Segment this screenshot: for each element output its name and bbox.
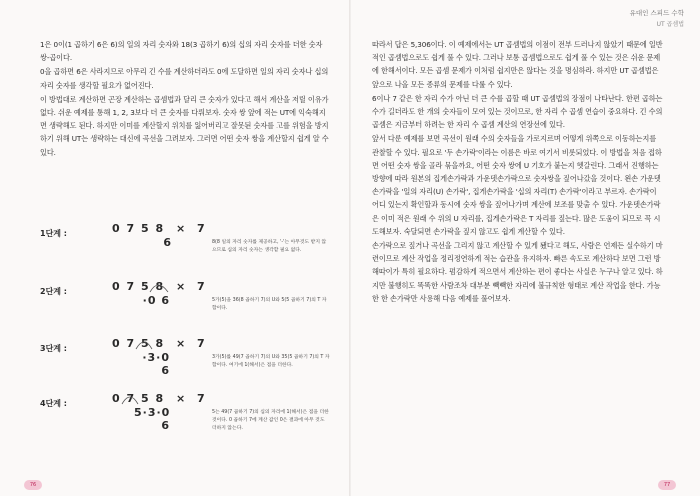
page-number-left: 76 [24,480,42,490]
book-title: 유대인 스피드 수학 [629,9,684,17]
partial-result: ·0 6 [142,294,170,307]
left-text-column [40,38,332,160]
step-note: 3가(5)를 49(7 곱하기 7)의 U와 35(5 곱하기 7)의 T 자 합이다. 여기에 1(해서)은 점을 더한다. [212,355,330,368]
partial-result: ·3·0 6 [142,351,170,377]
pairing-arc [40,280,190,294]
step-3 [40,337,340,391]
multiplier: × 7 [176,280,209,293]
partial-result: 5·3·0 6 [134,406,171,432]
paragraph: 0을 곱하면 6은 사라지므로 아무리 긴 수를 계산하더라도 0에 도달하면 일의 자리 숫자나 십의 자리 숫자를 생각할 필요가 없어진다. [40,67,329,90]
paragraph: 이 방법대로 계산하면 곤장 계산하는 곱셈법과 달리 큰 숫자가 있다고 해서 계산을 저릴 이유가 없다. 쉬운 예제를 통해 1, 2, 3보다 더 큰 숫자를 다뤄보자. 숫자 쌍 앞에 적는 UT에 익숙해지면 생략해도 된다. 하지만 이미를 계산할지 위치를 잃어버리고 잘못된 숫자를 고를 위험을 방지하기 위해 UT는 생략하는 대신에 곡선을 그려보자. 그러면 어떤 숫자 쌍을 계산할지 쉽게 알 수 있다. [40,94,329,157]
step-note: 8(8 일의 자리 숫자를 제공하고, '-'는 아무것도 받지 않으므로 십의 자리 숫자는 생각할 필요 없다. [212,240,327,253]
multiplier: × 7 [176,392,209,405]
page-number-right: 77 [658,480,676,490]
step-1 [40,222,340,276]
running-header [630,8,684,28]
step-label: 1단계 : [40,229,68,238]
right-text-column [372,38,664,306]
pairing-arc [40,392,190,406]
paragraph: 따라서 답은 5,306이다. 이 예제에서는 UT 곱셈법의 이점이 전부 드러나지 않았기 때문에 일반적인 곱셈법으로도 쉽게 풀 수 있다. 그러나 보통 곱셈법으로도 쉽게 풀 수 있는 것은 쉬운 문제에 한해서이다. 모든 곱셈 문제가 이처럼 쉽지만은 않다는 것을 명심하라. 하지만 UT 곱셈법은 앞으로 나올 모든 종류의 문제를 다룰 수 있다. [372,40,663,89]
step-note: 5는 49(7 곱하기 7)의 십의 자리에 1(해서)은 점을 더한 것이다. 0 곱하기 7에 계산 값인 0은 결과에 아무 것도 더하지 않는다. [212,410,329,431]
paragraph: 1은 0이(1 곱하기 6은 6)의 일의 자리 숫자와 18(3 곱하기 6)의 십의 자리 숫자를 더한 숫자 쌍-곱이다. [40,40,323,63]
multiplicand: 0 7 5 8 [112,280,165,293]
multiplier: × 7 [176,337,209,350]
partial-result: 6 [163,236,172,249]
section-title: UT 곱셈법 [656,21,684,28]
step-label: 3단계 : [40,344,68,353]
step-2 [40,280,340,334]
pairing-arc [40,337,190,351]
step-label: 2단계 : [40,287,68,296]
paragraph: 6이나 7 같은 한 자리 수가 아닌 더 큰 수를 곱할 때 UT 곱셈법의 장점이 나타난다. 한편 곱하는 수가 길더라도 한 개의 숫자들이 모여 있는 것이므로, 한 자리 수 곱셈 연습이 중요하다. 긴 수의 곱셈은 지금부터 하려는 한 자리 수 곱셈 계산의 연장선에 있다. [372,93,663,130]
step-4 [40,392,340,446]
step-note: 5가(5)을 36(8 곱하기 7)의 U와 5(5 곱하기 7)의 T 자 합이다. [212,298,327,311]
paragraph: 앞서 다룬 예제를 보면 곡선이 원래 수의 숫자들을 가로지르며 어떻게 위쪽으로 이동하는지를 관찰할 수 있다. 필요로 '두 손가락'이라는 이름은 바로 여기서 비롯되었다. 이 방법을 처음 접하면 어떤 숫자 쌍을 골라 묶을까요, 어떤 숫자 쌍에 U 기호가 붙는지 헷갈린다. 그래서 진행하는 방향에 따라 원본의 집게손가락과 가운뎃손가락으로 숫자쌍을 짚어나갔을 것이다. 왼손 가운뎃손가락을 '일의 자리(U) 손가락', 집게손가락을 '십의 자리(T) 손가락'이라고 부르자. 손가락이 어디 있는지 확인할과 동시에 숫자 쌍을 짚어나가며 계산에 보조를 맞출 수 있다. 가운뎃손가락은 이미 적은 원래 수 위의 U 자리를, 집게손가락은 T 자리를 짚는다. 많은 도움이 되므로 꼭 시도해보자. 숙달되면 손가락을 짚지 않고도 쉽게 계산할 수 있다. [372,134,662,236]
paragraph: 손가락으로 짚거나 곡선을 그리지 않고 계산할 수 있게 됐다고 해도, 사람은 언제든 실수하기 마련이므로 계산 작업을 정리정연하게 적는 습관을 유지하자. 빠른 속도로 계산하다 보면 그런 방해따이가 특히 필요하다. 펌감하게 적으면서 계산하는 편이 좋다는 사실은 누구나 알고 있다. 하지만 불행히도 똑똑한 사람조차 대부분 빽빽한 자리에 불규칙한 형태로 계산 작업을 한다. 가능한 한 손가락만 사용해 다음 예제를 풀어보자. [372,241,663,303]
multiplicand: 0 7 5 8 [112,337,165,350]
step-label: 4단계 : [40,399,68,408]
multiplicand: 0 7 5 8 [112,222,165,235]
page-gutter [349,0,351,496]
multiplier: × 7 [176,222,209,235]
multiplicand: 0 7 5 8 [112,392,165,405]
